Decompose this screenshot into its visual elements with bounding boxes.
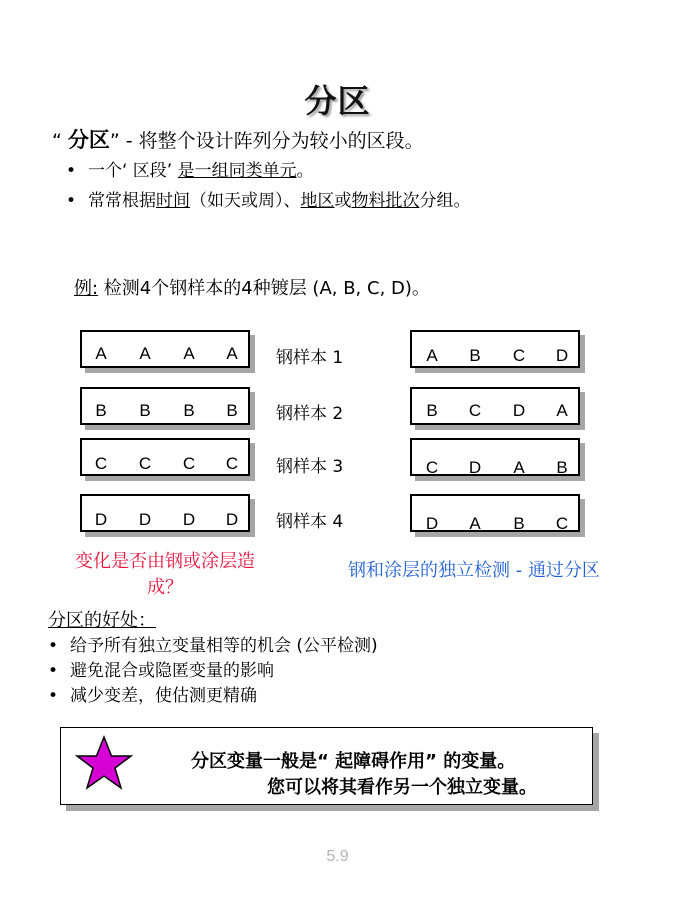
bullet-dot: • <box>66 191 77 211</box>
bullet-text: 分组。 <box>419 191 471 211</box>
bullet-underlined-time: 时间 <box>156 191 190 211</box>
sample-label-2: 钢样本 2 <box>276 404 344 424</box>
grid-cell: D <box>225 510 239 529</box>
grid-cell: A <box>226 344 238 363</box>
grid-cell: D <box>425 514 439 533</box>
grid-cell: D <box>468 458 482 477</box>
benefit-text: 避免混合或隐匿变量的影响 <box>70 661 274 681</box>
left-row-1 <box>80 330 250 368</box>
benefit-item <box>48 631 378 656</box>
close-quote: ” <box>109 130 120 152</box>
benefit-item <box>48 656 274 681</box>
left-row-2 <box>80 387 250 425</box>
grid-cell: A <box>556 401 568 420</box>
bullet-underlined-region: 地区 <box>300 191 335 211</box>
note-line-2: 您可以将其看作另一个独立变量。 <box>267 777 537 798</box>
grid-cell: C <box>225 454 239 473</box>
bullet-underlined-text: 是一组同类单元 <box>177 161 297 181</box>
bullet-text: 或 <box>334 191 352 211</box>
benefit-text: 给予所有独立变量相等的机会 (公平检测) <box>70 636 378 656</box>
grid-cell: C <box>555 514 569 533</box>
left-question: 变化是否由钢或涂层造成？ <box>75 551 255 598</box>
bullet-underlined-batch: 物料批次 <box>351 191 420 211</box>
benefits-title <box>48 606 156 632</box>
note-line-1: 分区变量一般是“ 起障碍作用” 的变量。 <box>191 751 516 772</box>
grid-cell: A <box>139 344 151 363</box>
grid-cell: B <box>95 401 107 420</box>
open-quote: “ <box>52 130 62 152</box>
grid-cell: C <box>425 458 439 477</box>
grid-cell: D <box>555 346 569 365</box>
grid-cell: B <box>139 401 151 420</box>
bullet-dot: • <box>66 161 77 181</box>
definition-line <box>52 124 424 154</box>
grid-cell: B <box>513 514 525 533</box>
grid-cell: A <box>95 344 107 363</box>
bullet-text: 一个‘ 区段’ <box>88 161 178 181</box>
definition-term: 分区 <box>67 128 110 152</box>
grid-cell: A <box>183 344 195 363</box>
right-row-2 <box>410 387 580 425</box>
grid-cell: C <box>94 454 108 473</box>
sample-label-1: 钢样本 1 <box>276 348 344 368</box>
bullet-dot: • <box>48 686 59 706</box>
sample-label-3: 钢样本 3 <box>276 457 344 477</box>
bullet-text: （如天或周）、 <box>190 191 301 211</box>
grid-cell: C <box>182 454 196 473</box>
definition-text: - 将整个设计阵列分为较小的区段。 <box>119 130 424 152</box>
grid-cell: C <box>138 454 152 473</box>
bullet-text: 常常根据 <box>88 191 156 211</box>
grid-cell: B <box>469 346 481 365</box>
grid-cell: D <box>182 510 196 529</box>
bullet-text: 。 <box>296 161 314 181</box>
example-text: 检测4个钢样本的4种镀层 (A, B, C, D)。 <box>98 278 430 299</box>
star-icon <box>73 734 135 794</box>
bullet-grouping <box>66 186 471 211</box>
grid-cell: B <box>183 401 195 420</box>
right-row-3 <box>410 438 580 476</box>
sample-label-4: 钢样本 4 <box>276 512 344 532</box>
page-number: 5.9 <box>326 848 349 865</box>
grid-cell: D <box>512 401 526 420</box>
grid-cell: B <box>426 401 438 420</box>
grid-cell: A <box>513 458 525 477</box>
right-row-4 <box>410 494 580 532</box>
bullet-block-definition <box>66 156 314 181</box>
grid-cell: A <box>426 346 438 365</box>
grid-cell: B <box>226 401 238 420</box>
benefit-text: 减少变差，使估测更精确 <box>70 686 257 706</box>
page-title: 分区 <box>304 82 371 120</box>
right-caption: 钢和涂层的独立检测 - 通过分区 <box>348 560 600 581</box>
grid-cell: B <box>556 458 568 477</box>
right-row-1 <box>410 330 580 368</box>
grid-cell: D <box>94 510 108 529</box>
note-box <box>60 727 593 805</box>
left-row-3 <box>80 438 250 476</box>
grid-cell: A <box>469 514 481 533</box>
example-line <box>74 274 430 300</box>
grid-cell: D <box>138 510 152 529</box>
benefits-title-text: 分区的好处： <box>48 610 156 631</box>
grid-cell: C <box>468 401 482 420</box>
bullet-dot: • <box>48 661 59 681</box>
bullet-dot: • <box>48 636 59 656</box>
example-label: 例: <box>74 278 99 299</box>
left-row-4 <box>80 494 250 532</box>
grid-cell: C <box>512 346 526 365</box>
benefit-item <box>48 681 257 706</box>
